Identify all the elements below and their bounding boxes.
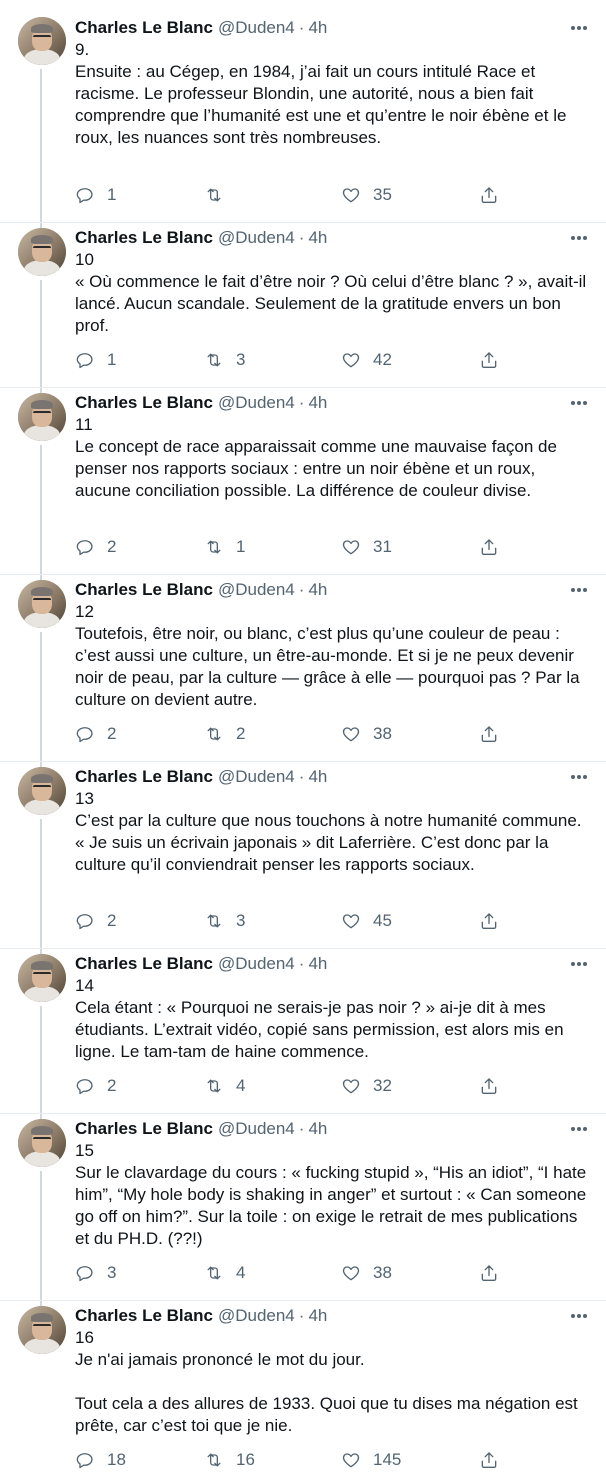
author-name[interactable]: Charles Le Blanc — [75, 1306, 213, 1325]
tweet-header — [75, 227, 590, 249]
author-handle[interactable]: @Duden4 — [217, 228, 295, 247]
tweet-header — [75, 953, 590, 975]
tweet-content — [75, 766, 590, 876]
tweet-time[interactable]: 4h — [308, 954, 328, 973]
share-icon — [479, 724, 499, 744]
reply-count: 1 — [107, 350, 117, 369]
author-name[interactable]: Charles Le Blanc — [75, 18, 213, 37]
thread-line — [40, 69, 42, 222]
tweet-actions — [75, 535, 515, 559]
retweet-icon — [204, 537, 224, 557]
avatar[interactable] — [18, 228, 66, 276]
retweet-icon — [204, 1076, 224, 1096]
like-button[interactable] — [341, 1074, 392, 1098]
tweet-left-column — [16, 1114, 68, 1300]
more-icon[interactable] — [568, 955, 590, 973]
more-icon[interactable] — [568, 768, 590, 786]
retweet-icon — [204, 1450, 224, 1470]
separator-dot: · — [298, 18, 305, 37]
reply-count: 1 — [107, 185, 117, 204]
reply-count: 3 — [107, 1263, 117, 1282]
like-icon — [341, 1076, 361, 1096]
author-handle[interactable]: @Duden4 — [217, 767, 295, 786]
tweet[interactable] — [0, 388, 606, 575]
like-button[interactable] — [341, 348, 392, 372]
retweet-button[interactable] — [204, 348, 245, 372]
tweet-text: 13 C’est par la culture que nous touchons à notre humanité commune. « Je suis un écrivain japonais » dit Laferrière. C’est donc par la culture qu’il conviendrait penser les rapports sociaux. — [75, 789, 582, 874]
like-count: 38 — [373, 724, 392, 743]
tweet-left-column — [16, 1301, 68, 1484]
avatar[interactable] — [18, 393, 66, 441]
share-button[interactable] — [479, 1448, 499, 1472]
reply-button[interactable] — [75, 348, 116, 372]
tweet-text: 11 Le concept de race apparaissait comme une mauvaise façon de penser nos rapports sociaux : entre un noir ébène et un roux, aucune conciliation possible. La différence de couleur divise. — [75, 415, 557, 500]
more-icon[interactable] — [568, 394, 590, 412]
retweet-icon — [204, 1263, 224, 1283]
tweet-left-column — [16, 223, 68, 387]
reply-button[interactable] — [75, 1074, 116, 1098]
avatar[interactable] — [18, 954, 66, 1002]
separator-dot: · — [298, 767, 305, 786]
tweet-content — [75, 17, 590, 149]
more-icon[interactable] — [568, 19, 590, 37]
reply-button[interactable] — [75, 722, 116, 746]
like-count: 145 — [373, 1450, 402, 1469]
tweet-content — [75, 227, 590, 337]
like-count: 32 — [373, 1076, 392, 1095]
like-button[interactable] — [341, 1261, 392, 1285]
separator-dot: · — [298, 954, 305, 973]
share-button[interactable] — [479, 909, 499, 933]
author-handle[interactable]: @Duden4 — [217, 393, 295, 412]
like-button[interactable] — [341, 535, 392, 559]
tweet-text: 15 Sur le clavardage du cours : « fucking stupid », “His an idiot”, “I hate him”, “My hole body is shaking in anger” et surtout : « Can someone go off on him?”. Sur la toile : on exige le retrait de mes publications et du PH.D. (??!) — [75, 1141, 587, 1248]
tweet-actions — [75, 348, 515, 372]
tweet-actions — [75, 722, 515, 746]
like-count: 42 — [373, 350, 392, 369]
tweet[interactable] — [0, 1301, 606, 1484]
more-icon[interactable] — [568, 581, 590, 599]
author-handle[interactable]: @Duden4 — [217, 1119, 295, 1138]
author-name[interactable]: Charles Le Blanc — [75, 767, 213, 786]
author-handle[interactable]: @Duden4 — [217, 18, 295, 37]
like-button[interactable] — [341, 722, 392, 746]
share-button[interactable] — [479, 1261, 499, 1285]
share-button[interactable] — [479, 1074, 499, 1098]
author-name[interactable]: Charles Le Blanc — [75, 228, 213, 247]
thread-line — [40, 632, 42, 761]
author-name[interactable]: Charles Le Blanc — [75, 954, 213, 973]
like-icon — [341, 911, 361, 931]
retweet-button[interactable] — [204, 1448, 255, 1472]
avatar[interactable] — [18, 1306, 66, 1354]
reply-count: 18 — [107, 1450, 126, 1469]
tweet-time[interactable]: 4h — [308, 580, 328, 599]
retweet-button[interactable] — [204, 1261, 245, 1285]
like-count: 35 — [373, 185, 392, 204]
share-button[interactable] — [479, 722, 499, 746]
tweet-text: 16 Je n'ai jamais prononcé le mot du jour. Tout cela a des allures de 1933. Quoi que tu dises ma négation est prête, car c’est toi que je nie. — [75, 1328, 578, 1435]
separator-dot: · — [298, 228, 305, 247]
tweet-actions — [75, 1261, 515, 1285]
tweet[interactable] — [0, 575, 606, 762]
retweet-icon — [204, 911, 224, 931]
reply-icon — [75, 537, 95, 557]
retweet-button[interactable] — [204, 183, 236, 207]
like-count: 31 — [373, 537, 392, 556]
share-button[interactable] — [479, 535, 499, 559]
retweet-count: 3 — [236, 911, 246, 930]
reply-button[interactable] — [75, 1448, 126, 1472]
reply-count: 2 — [107, 1076, 117, 1095]
tweet-content — [75, 392, 590, 502]
avatar[interactable] — [18, 767, 66, 815]
tweet-text: 10 « Où commence le fait d’être noir ? Où celui d’être blanc ? », avait-il lancé. Aucun scandale. Seulement de la gratitude envers un bon prof. — [75, 250, 587, 335]
separator-dot: · — [298, 1306, 305, 1325]
reply-icon — [75, 724, 95, 744]
like-icon — [341, 537, 361, 557]
thread-line — [40, 445, 42, 574]
tweet-text: 12 Toutefois, être noir, ou blanc, c’est plus qu’une couleur de peau : c’est aussi une culture, un être-au-monde. Et si je ne peux devenir noir de peau, par la culture — grâce à elle — pourquoi pas ? Par la culture on devient autre. — [75, 602, 580, 709]
share-icon — [479, 185, 499, 205]
tweet-time[interactable]: 4h — [308, 1119, 328, 1138]
like-icon — [341, 185, 361, 205]
retweet-button[interactable] — [204, 909, 245, 933]
tweet[interactable] — [0, 762, 606, 949]
avatar[interactable] — [18, 1119, 66, 1167]
like-count: 45 — [373, 911, 392, 930]
retweet-button[interactable] — [204, 535, 245, 559]
tweet-header — [75, 1118, 590, 1140]
retweet-count: 16 — [236, 1450, 255, 1469]
share-icon — [479, 1076, 499, 1096]
reply-icon — [75, 185, 95, 205]
author-name[interactable]: Charles Le Blanc — [75, 1119, 213, 1138]
more-icon[interactable] — [568, 229, 590, 247]
tweet-header — [75, 766, 590, 788]
reply-icon — [75, 350, 95, 370]
retweet-icon — [204, 724, 224, 744]
tweet[interactable] — [0, 949, 606, 1114]
share-icon — [479, 537, 499, 557]
tweet-content — [75, 1305, 590, 1437]
tweet-time[interactable]: 4h — [308, 767, 328, 786]
share-icon — [479, 350, 499, 370]
tweet-left-column — [16, 0, 68, 222]
like-icon — [341, 724, 361, 744]
tweet-content — [75, 1118, 590, 1250]
tweet-time[interactable]: 4h — [308, 18, 328, 37]
tweet[interactable] — [0, 0, 606, 223]
tweet-content — [75, 953, 590, 1063]
tweet-time[interactable]: 4h — [308, 228, 328, 247]
thread-line — [40, 819, 42, 948]
author-handle[interactable]: @Duden4 — [217, 954, 295, 973]
tweet-text: 14 Cela étant : « Pourquoi ne serais-je pas noir ? » ai-je dit à mes étudiants. L’extrait vidéo, copié sans permission, est alors mis en ligne. Le tam-tam de haine commence. — [75, 976, 564, 1061]
share-button[interactable] — [479, 183, 499, 207]
reply-button[interactable] — [75, 535, 116, 559]
reply-icon — [75, 1076, 95, 1096]
reply-icon — [75, 911, 95, 931]
thread-line — [40, 280, 42, 387]
like-button[interactable] — [341, 183, 392, 207]
like-button[interactable] — [341, 909, 392, 933]
retweet-count: 1 — [236, 537, 246, 556]
separator-dot: · — [298, 393, 305, 412]
share-icon — [479, 1450, 499, 1470]
tweet-time[interactable]: 4h — [308, 1306, 328, 1325]
like-icon — [341, 1450, 361, 1470]
retweet-icon — [204, 185, 224, 205]
tweet-text: 9. Ensuite : au Cégep, en 1984, j’ai fait un cours intitulé Race et racisme. Le professeur Blondin, une autorité, nous a bien fait comprendre que l’humanité est une et qu’entre le noir ébène et le roux, les nuances sont très nombreuses. — [75, 40, 567, 147]
tweet-header — [75, 1305, 590, 1327]
retweet-button[interactable] — [204, 722, 245, 746]
tweet[interactable] — [0, 223, 606, 388]
retweet-button[interactable] — [204, 1074, 245, 1098]
tweet-left-column — [16, 762, 68, 948]
reply-button[interactable] — [75, 909, 116, 933]
tweet-actions — [75, 183, 515, 207]
like-icon — [341, 350, 361, 370]
reply-button[interactable] — [75, 1261, 116, 1285]
share-icon — [479, 911, 499, 931]
share-button[interactable] — [479, 348, 499, 372]
author-name[interactable]: Charles Le Blanc — [75, 393, 213, 412]
reply-button[interactable] — [75, 183, 116, 207]
reply-icon — [75, 1263, 95, 1283]
avatar[interactable] — [18, 17, 66, 65]
share-icon — [479, 1263, 499, 1283]
tweet-header — [75, 579, 590, 601]
like-count: 38 — [373, 1263, 392, 1282]
tweet-actions — [75, 1448, 515, 1472]
tweet[interactable] — [0, 1114, 606, 1301]
separator-dot: · — [298, 1119, 305, 1138]
reply-count: 2 — [107, 537, 117, 556]
like-icon — [341, 1263, 361, 1283]
reply-count: 2 — [107, 911, 117, 930]
retweet-count: 4 — [236, 1076, 246, 1095]
more-icon[interactable] — [568, 1307, 590, 1325]
tweet-left-column — [16, 388, 68, 574]
tweet-left-column — [16, 949, 68, 1113]
reply-icon — [75, 1450, 95, 1470]
tweet-actions — [75, 909, 515, 933]
reply-count: 2 — [107, 724, 117, 743]
retweet-count: 3 — [236, 350, 246, 369]
avatar[interactable] — [18, 580, 66, 628]
thread-line — [40, 1006, 42, 1113]
retweet-icon — [204, 350, 224, 370]
author-handle[interactable]: @Duden4 — [217, 1306, 295, 1325]
more-icon[interactable] — [568, 1120, 590, 1138]
separator-dot: · — [298, 580, 305, 599]
tweet-left-column — [16, 575, 68, 761]
author-name[interactable]: Charles Le Blanc — [75, 580, 213, 599]
like-button[interactable] — [341, 1448, 401, 1472]
tweet-time[interactable]: 4h — [308, 393, 328, 412]
author-handle[interactable]: @Duden4 — [217, 580, 295, 599]
tweet-header — [75, 392, 590, 414]
thread-line — [40, 1171, 42, 1300]
tweet-header — [75, 17, 590, 39]
retweet-count: 2 — [236, 724, 246, 743]
tweet-content — [75, 579, 590, 711]
retweet-count: 4 — [236, 1263, 246, 1282]
tweet-actions — [75, 1074, 515, 1098]
